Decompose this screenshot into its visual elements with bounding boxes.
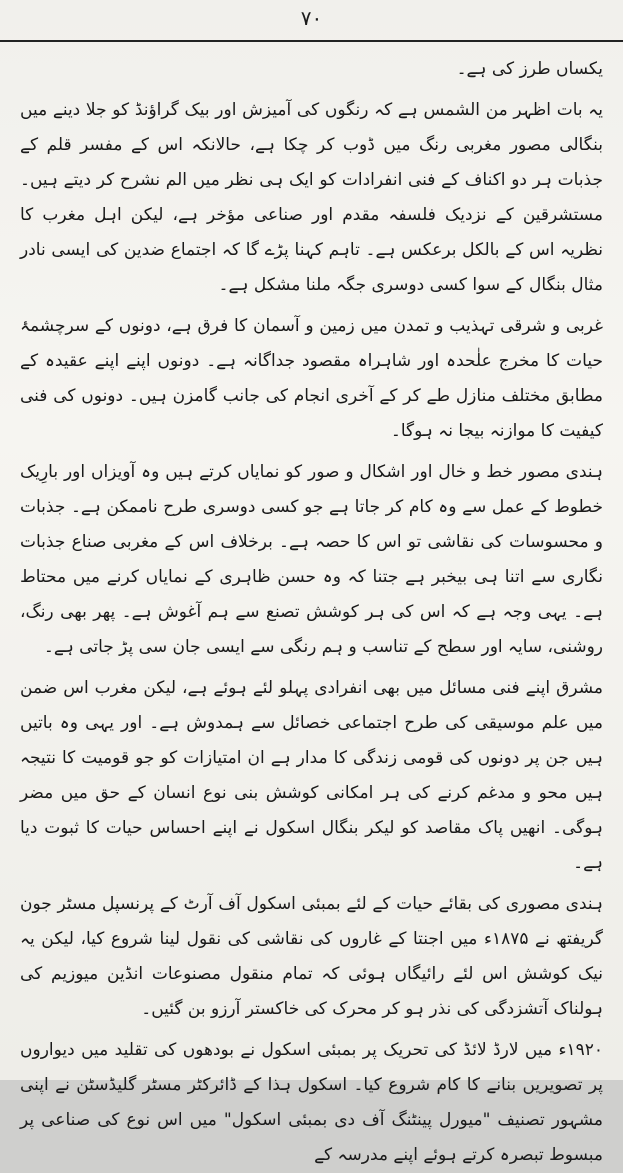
paragraph: ہندی مصوری کی بقائے حیات کے لئے بمبئی اسکول آف آرٹ کے پرنسپل مسٹر جون گریفتھ نے ۱۸۷۵ء میں اجنتا کے غاروں کی نقاشی کی نقول لینا شروع کیا، لیکن یہ نیک کوشش اس لئے رائیگاں ہوئی کہ تمام منقول مصنوعات انڈین میوزیم کی ہولناک آتشزدگی کی نذر ہو کر محرک کی خاکستر آرزو بن گئیں۔ [20, 894, 603, 1019]
paragraph: یہ بات اظہر من الشمس ہے کہ رنگوں کی آمیزش اور بیک گراؤنڈ کو جلا دینے میں بنگالی مصور مغربی رنگ میں ڈوب کر چکا ہے، حالانکہ اس کے مفسر قلم کے جذبات ہر دو اکناف کے فنی انفرادات کو ایک ہی نظر میں الم نشرح کر دیتے ہیں۔ مستشرقین کے نزدیک فلسفہ مقدم اور صناعی مؤخر ہے، لیکن اہل مغرب کا نظریہ اس کے بالکل برعکس ہے۔ تاہم کہنا پڑے گا کہ اجتماع ضدین کی ایسی نادر مثال بنگال کے سوا کسی دوسری جگہ ملنا مشکل ہے۔ [20, 100, 603, 295]
paragraph: یکساں طرز کی ہے۔ [456, 59, 603, 79]
page-number: ۷۰ [300, 6, 323, 30]
paragraph: ۱۹۲۰ء میں لارڈ لائڈ کی تحریک پر بمبئی اسکول نے بودھوں کی تقلید میں دیواروں پر تصویریں بنانے کا کام شروع کیا۔ اسکول ہذا کے ڈائرکٹر مسٹر گلیڈسٹن نے اپنی مشہور تصنیف "میورل پینٹنگ آف دی بمبئی اسکول" میں اس نوع کی صناعی پر مبسوط تبصرہ کرتے ہوئے اپنے مدرسہ کے [20, 1040, 603, 1165]
body-text [20, 52, 603, 1165]
paragraph: مشرق اپنے فنی مسائل میں بھی انفرادی پہلو لئے ہوئے ہے، لیکن مغرب اس ضمن میں علم موسیقی کی طرح اجتماعی خصائل سے ہمدوش ہے۔ اور یہی وہ باتیں ہیں جن پر دونوں کی قومی زندگی کا مدار ہے ان امتیازات کو جو قومیت کا نتیجہ ہیں محو و مدغم کرنے کی ہر امکانی کوشش بنی نوع انسان کے حق میں مضر ہوگی۔ انھیں پاک مقاصد کو لیکر بنگال اسکول نے اپنے احساس حیات کا ثبوت دیا ہے۔ [20, 678, 603, 873]
paragraph: ہندی مصور خط و خال اور اشکال و صور کو نمایاں کرتے ہیں وہ آویزاں اور بارِیک خطوط کے عمل سے وہ کام کر جاتا ہے جو کسی دوسری طرح ناممکن ہے۔ جذبات و محسوسات کی نقاشی تو اس کا حصہ ہے۔ برخلاف اس کے مغربی صناع جذبات نگاری سے اتنا ہی بیخبر ہے جتنا کہ وہ حسن ظاہری کے نمایاں کرنے میں محتاط ہے۔ یہی وجہ ہے کہ اس کی ہر کوشش تصنع سے ہم آغوش ہے۔ پھر بھی رنگ، روشنی، سایہ اور سطح کے تناسب و ہم رنگی سے ایسی جان سی پڑ جاتی ہے۔ [20, 462, 603, 657]
paragraph: غربی و شرقی تہذیب و تمدن میں زمین و آسمان کا فرق ہے، دونوں کے سرچشمۂ حیات کا مخرج علٰحدہ اور شاہراہ مقصود جداگانہ ہے۔ دونوں اپنے اپنے عقیدہ کے مطابق مختلف منازل طے کر کے آخری انجام کی جانب گامزن ہیں۔ دونوں کی فنی کیفیت کا موازنہ بیجا نہ ہوگا۔ [20, 316, 603, 441]
header-rule [0, 40, 623, 42]
